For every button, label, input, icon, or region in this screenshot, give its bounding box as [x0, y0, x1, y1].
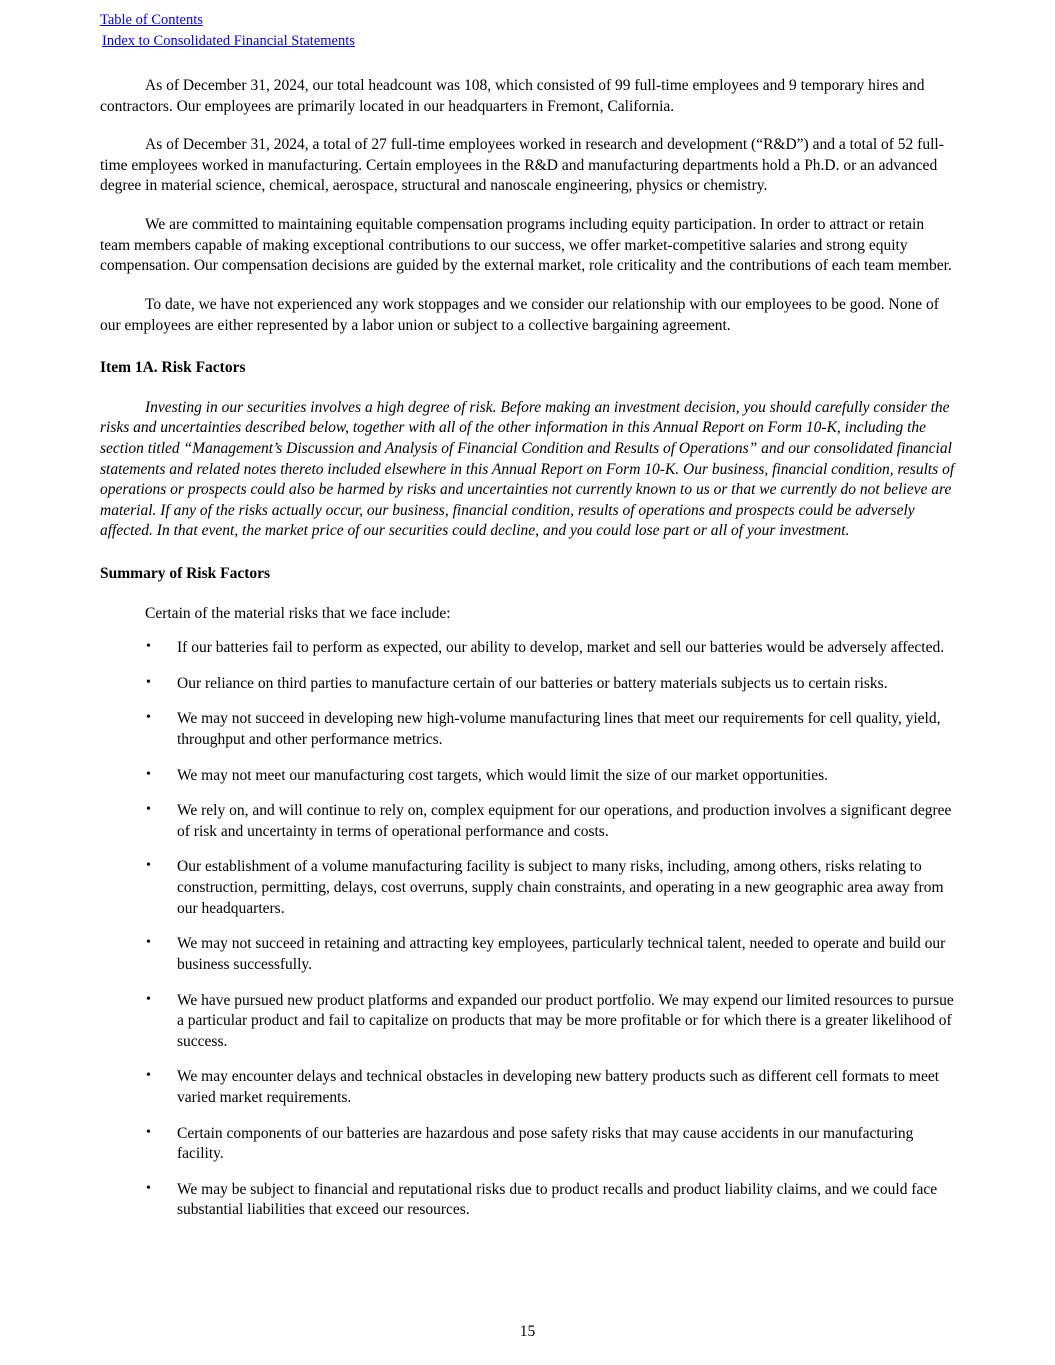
risk-item-text: We may be subject to financial and reputational risks due to product recalls and product liability claims, and we could face substantial liabilities that exceed our resources. [177, 1180, 938, 1219]
paragraph-work-stoppages: To date, we have not experienced any work stoppages and we consider our relationship with our employees to be good. None of our employees are either represented by a labor union or subject to a collective bargaining agreement. [100, 295, 939, 334]
risk-item-text: We may not meet our manufacturing cost targets, which would limit the size of our market opportunities. [177, 766, 829, 784]
bullet-icon: • [146, 710, 151, 726]
risk-item-text: Certain components of our batteries are hazardous and pose safety risks that may cause accidents in our manufacturing facility. [177, 1124, 914, 1163]
table-of-contents-link[interactable]: Table of Contents [100, 12, 203, 28]
list-item [146, 766, 955, 787]
risk-item-text: If our batteries fail to perform as expected, our ability to develop, market and sell our batteries would be adversely affected. [177, 639, 945, 657]
list-item [146, 1067, 955, 1108]
paragraph-compensation: We are committed to maintaining equitable compensation programs including equity participation. In order to attract or retain team members capable of making exceptional contributions to our success, we offer market-competitive salaries and strong equity compensation. Our compensation decisions are guided by the external market, role criticality and the contributions of each team member. [100, 216, 952, 275]
list-item [146, 934, 955, 975]
index-to-financial-statements-link[interactable]: Index to Consolidated Financial Statements [102, 33, 355, 50]
list-item [146, 1124, 955, 1165]
top-navigation-links [100, 10, 955, 52]
heading-summary-of-risk-factors: Summary of Risk Factors [100, 565, 271, 582]
paragraph-headcount: As of December 31, 2024, our total headcount was 108, which consisted of 99 full-time employees and 9 temporary hires and contractors. Our employees are primarily located in our headquarters in Fremont, California. [100, 77, 925, 115]
bullet-icon: • [146, 935, 151, 951]
bullet-icon: • [146, 766, 151, 782]
risk-item-text: We rely on, and will continue to rely on, complex equipment for our operations, and production involves a significant degree of risk and uncertainty in terms of operational performance and costs. [177, 802, 952, 840]
page-number: 15 [519, 1323, 536, 1341]
paragraph-rd-manufacturing: As of December 31, 2024, a total of 27 full-time employees worked in research and development (“R&D”) and a total of 52 full-time employees worked in manufacturing. Certain employees in the R&D and manufacturing departments hold a Ph.D. or an advanced degree in material science, chemical, aerospace, structural and nanoscale engineering, physics or chemistry. [100, 136, 944, 195]
risk-item-text: Our reliance on third parties to manufacture certain of our batteries or battery materials subjects us to certain risks. [177, 674, 888, 692]
bullet-icon: • [146, 1124, 151, 1140]
list-item [146, 801, 955, 842]
index-link-row [100, 31, 955, 52]
list-item [146, 857, 955, 919]
risk-factor-list [146, 638, 955, 1221]
bullet-icon: • [146, 802, 151, 818]
risk-item-text: We may encounter delays and technical obstacles in developing new battery products such as different cell formats to meet varied market requirements. [177, 1068, 940, 1106]
risk-item-text: We have pursued new product platforms and expanded our product portfolio. We may expend our limited resources to pursue a particular product and fail to capitalize on products that may be more profitable or for which there is a greater likelihood of success. [177, 991, 954, 1050]
risk-list-intro: Certain of the material risks that we face include: [145, 604, 451, 622]
risk-item-text: We may not succeed in developing new high-volume manufacturing lines that meet our requirements for cell quality, yield, throughput and other performance metrics. [177, 710, 941, 749]
list-item [146, 709, 955, 750]
bullet-icon: • [146, 858, 151, 874]
bullet-icon: • [146, 1068, 151, 1084]
list-item [146, 638, 955, 659]
heading-item-1a-risk-factors: Item 1A. Risk Factors [100, 359, 246, 377]
risk-item-text: Our establishment of a volume manufacturing facility is subject to many risks, including, among others, risks relating to construction, permitting, delays, cost overruns, supply chain constraints, and operating in a new geographic area away from our headquarters. [177, 858, 944, 917]
list-item [146, 991, 955, 1053]
list-item [146, 1180, 955, 1221]
paragraph-risk-intro-italic: Investing in our securities involves a high degree of risk. Before making an investment decision, you should carefully consider the risks and uncertainties described below, together with all of the other information in this Annual Report on Form 10-K, including the section titled “Management’s Discussion and Analysis of Financial Condition and Results of Operations” and our consolidated financial statements and related notes thereto included elsewhere in this Annual Report on Form 10-K. Our business, financial condition, results of operations or prospects could also be harmed by risks and uncertainties not currently known to us or that we currently do not believe are material. If any of the risks actually occur, our business, financial condition, results of operations and prospects could be adversely affected. In that event, the market price of our securities could decline, and you could lose part or all of your investment. [100, 398, 955, 540]
list-item [146, 674, 955, 695]
table-of-contents-link-row [100, 10, 955, 31]
bullet-icon: • [146, 674, 151, 690]
bullet-icon: • [146, 639, 151, 655]
bullet-icon: • [146, 991, 151, 1007]
risk-item-text: We may not succeed in retaining and attracting key employees, particularly technical talent, needed to operate and build our business successfully. [177, 935, 946, 973]
bullet-icon: • [146, 1180, 151, 1196]
